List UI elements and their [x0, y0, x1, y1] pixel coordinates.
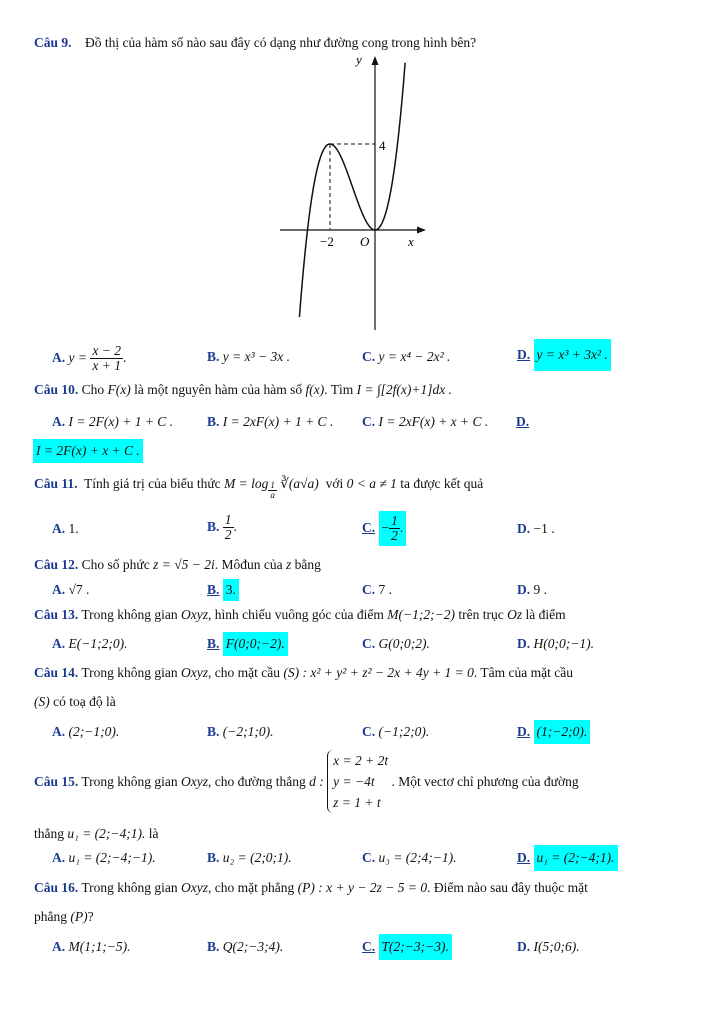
- math: (S): [34, 694, 50, 709]
- option-a[interactable]: [52, 724, 119, 740]
- option-c[interactable]: [362, 724, 429, 740]
- equation-y: y = −4t: [333, 774, 375, 789]
- question-16-stem-line2: [34, 909, 94, 925]
- option-d[interactable]: [517, 582, 547, 598]
- question-text: . Tâm của mặt cầu: [473, 665, 574, 680]
- math: (P): [70, 909, 88, 924]
- option-d-text: −1 .: [533, 521, 555, 536]
- math: z = √5 − 2i: [153, 557, 215, 572]
- line-equation-system: [327, 750, 388, 813]
- option-a[interactable]: [52, 344, 126, 373]
- option-c[interactable]: [362, 582, 392, 598]
- option-label: B.: [207, 724, 220, 739]
- option-label: A.: [52, 414, 66, 429]
- option-b-text: Q(2;−3;4).: [222, 939, 284, 954]
- option-label: A.: [52, 349, 66, 365]
- numerator: 1: [391, 513, 398, 528]
- x-axis-arrow: [417, 227, 426, 234]
- option-label: A.: [52, 724, 66, 739]
- option-d-text: y = x³ + 3x² .: [534, 339, 611, 371]
- option-b-text: I = 2xF(x) + 1 + C .: [222, 414, 334, 429]
- option-d-text: u₁ = (2;−4;1).: [534, 845, 618, 871]
- option-d-label-correct[interactable]: [516, 414, 529, 430]
- question-13-stem: [34, 607, 566, 623]
- question-text: . Một vectơ chỉ phương của đường: [391, 773, 579, 789]
- option-b-text: (−2;1;0).: [222, 724, 274, 739]
- x-axis-label: x: [408, 234, 414, 249]
- equation-x: x = 2 + 2t: [333, 753, 389, 768]
- option-label: B.: [207, 518, 220, 534]
- y-axis-arrow: [372, 56, 379, 65]
- question-number: Câu 13.: [34, 607, 79, 622]
- option-b[interactable]: [207, 513, 237, 542]
- option-label: D.: [516, 414, 530, 429]
- option-b-fraction: [223, 513, 234, 542]
- log-base-fraction: [268, 481, 277, 501]
- option-d-text: H(0;0;−1).: [533, 636, 594, 651]
- option-d[interactable]: [517, 939, 580, 955]
- option-label: D.: [517, 521, 531, 536]
- question-text: Trong không gian: [81, 607, 182, 622]
- math: Oxyz: [181, 607, 209, 622]
- question-text: Trong không gian: [81, 880, 182, 895]
- question-11-stem: [34, 476, 483, 500]
- option-c-highlight: [379, 511, 407, 546]
- question-text: . Tìm: [324, 382, 357, 397]
- option-d-correct[interactable]: [517, 845, 618, 871]
- option-label: B.: [207, 349, 220, 364]
- option-label: C.: [362, 519, 376, 535]
- option-c[interactable]: [362, 850, 457, 866]
- option-b-correct[interactable]: [207, 579, 239, 601]
- option-label: C.: [362, 939, 376, 954]
- option-c-text: 7 .: [378, 582, 392, 597]
- denominator: 2: [391, 528, 398, 544]
- option-b-text: 3.: [223, 579, 239, 601]
- question-text: trên trục: [454, 607, 508, 622]
- question-text: , hình chiếu vuông góc của điểm: [208, 607, 388, 622]
- math: M = log: [224, 476, 269, 491]
- option-b-text: u₂ = (2;0;1).: [222, 850, 292, 865]
- numerator: x − 2: [92, 343, 121, 358]
- question-text: Cho: [81, 382, 108, 397]
- question-14-stem: [34, 665, 573, 681]
- option-a[interactable]: [52, 850, 156, 866]
- tick-x-label: −2: [320, 234, 334, 249]
- y-axis-label: y: [356, 52, 362, 67]
- option-a-text: I = 2F(x) + 1 + C .: [68, 414, 174, 429]
- option-d[interactable]: [517, 636, 594, 652]
- option-a[interactable]: [52, 414, 173, 430]
- option-b[interactable]: [207, 349, 290, 365]
- option-label: D.: [517, 347, 531, 362]
- question-text: là một nguyên hàm của hàm số: [130, 382, 306, 397]
- denominator: 2: [224, 527, 232, 543]
- option-a[interactable]: [52, 636, 127, 652]
- question-text: ta được kết quả: [396, 476, 484, 491]
- option-b-suffix: .: [233, 518, 237, 534]
- question-text: là điểm: [522, 607, 566, 622]
- option-label: D.: [517, 582, 531, 597]
- option-d-correct[interactable]: [517, 720, 590, 744]
- denominator: x + 1: [92, 358, 121, 374]
- denominator: a: [270, 490, 275, 500]
- option-c-text: (−1;2;0).: [378, 724, 430, 739]
- question-12-stem: [34, 557, 321, 573]
- option-a-text: u₁ = (2;−4;−1).: [68, 850, 156, 865]
- math: d :: [309, 773, 324, 789]
- option-c-text: G(0;0;2).: [378, 636, 430, 651]
- option-b[interactable]: [207, 724, 273, 740]
- option-a-text: M(1;1;−5).: [68, 939, 131, 954]
- option-c-suffix: .: [399, 519, 404, 535]
- question-15-stem-line2: [34, 826, 159, 842]
- question-intro: [34, 774, 324, 790]
- question-text: phẳng: [34, 909, 71, 924]
- option-b-text: y = x³ − 3x .: [222, 349, 291, 364]
- option-label: C.: [362, 349, 376, 364]
- option-label: B.: [207, 414, 220, 429]
- math: Oxyz: [181, 880, 209, 895]
- math: z: [285, 557, 292, 572]
- math: 0 < a ≠ 1: [346, 476, 397, 491]
- option-c-correct[interactable]: [362, 934, 452, 960]
- option-c-text: y = x⁴ − 2x² .: [378, 349, 451, 364]
- option-a-text: E(−1;2;0).: [68, 636, 128, 651]
- question-text: bằng: [291, 557, 321, 572]
- question-10-stem: [34, 382, 452, 398]
- question-text: có toạ độ là: [49, 694, 116, 709]
- question-number: Câu 16.: [34, 880, 79, 895]
- option-d[interactable]: [517, 521, 555, 537]
- math: Oxyz: [181, 665, 209, 680]
- math: Oxyz: [181, 773, 209, 789]
- option-b[interactable]: [207, 850, 292, 866]
- question-text: Cho số phức: [81, 557, 154, 572]
- question-text: Đồ thị của hàm số nào sau đây có dạng như đường cong trong hình bên?: [85, 35, 477, 50]
- option-label: D.: [517, 636, 531, 651]
- option-label: A.: [52, 850, 66, 865]
- option-d-correct[interactable]: [33, 439, 143, 463]
- question-text: với: [325, 476, 347, 491]
- option-a-text: (2;−1;0).: [68, 724, 120, 739]
- question-text: , cho mặt cầu: [208, 665, 284, 680]
- option-label: B.: [207, 939, 220, 954]
- option-d-text: (1;−2;0).: [534, 720, 591, 744]
- question-text: . Môđun của: [214, 557, 286, 572]
- question-9-stem: [34, 35, 476, 51]
- option-c-text: I = 2xF(x) + x + C .: [378, 414, 489, 429]
- option-d-correct[interactable]: [517, 339, 611, 371]
- option-d-text: I = 2F(x) + x + C .: [33, 439, 143, 463]
- option-label: C.: [362, 582, 376, 597]
- option-a-text: √7 .: [68, 582, 90, 597]
- option-label: A.: [52, 582, 66, 597]
- question-number: Câu 14.: [34, 665, 79, 680]
- question-number: Câu 12.: [34, 557, 79, 572]
- question-text: Tính giá trị của biểu thức: [84, 476, 225, 491]
- option-label: B.: [207, 636, 220, 651]
- option-a[interactable]: [52, 939, 130, 955]
- question-14-stem-line2: [34, 694, 116, 710]
- option-d-text: 9 .: [533, 582, 547, 597]
- option-c[interactable]: [362, 636, 430, 652]
- math: ∛(a√a): [280, 476, 319, 491]
- option-b-correct[interactable]: [207, 632, 288, 656]
- option-b[interactable]: [207, 414, 333, 430]
- option-c[interactable]: [362, 414, 488, 430]
- option-label: D.: [517, 724, 531, 739]
- question-text: Trong không gian: [81, 665, 182, 680]
- question-text: . Điểm nào sau đây thuộc mặt: [427, 880, 588, 895]
- option-c-text: T(2;−3;−3).: [379, 934, 452, 960]
- question-15-stem: [34, 750, 579, 813]
- math: M(−1;2;−2): [387, 607, 455, 622]
- math: u₁ = (2;−4;1).: [67, 826, 146, 841]
- math: Oz: [507, 607, 523, 622]
- option-c-correct[interactable]: [362, 511, 406, 546]
- math: f(x): [305, 382, 325, 397]
- option-label: B.: [207, 582, 220, 597]
- question-text: , cho đường thẳng: [208, 773, 310, 789]
- question-text: là: [145, 826, 159, 841]
- origin-label: O: [360, 234, 370, 249]
- question-number: Câu 10.: [34, 382, 79, 397]
- option-label: B.: [207, 850, 220, 865]
- numerator: 1: [224, 512, 232, 527]
- option-label: C.: [362, 636, 376, 651]
- question-number: Câu 9.: [34, 35, 72, 50]
- question-number: Câu 15.: [34, 773, 79, 789]
- tick-y-label: 4: [379, 138, 386, 153]
- question-text: thẳng: [34, 826, 68, 841]
- option-d-text: I(5;0;6).: [533, 939, 580, 954]
- option-label: D.: [517, 850, 531, 865]
- function-graph: [280, 52, 430, 337]
- question-text: ?: [87, 909, 94, 924]
- question-16-stem: [34, 880, 588, 896]
- option-a-fraction: [90, 344, 123, 373]
- curve: [299, 63, 405, 317]
- question-text: , cho mặt phẳng: [208, 880, 298, 895]
- option-c-fraction: [389, 514, 400, 543]
- option-c-text: u₃ = (2;4;−1).: [378, 850, 457, 865]
- question-number: Câu 11.: [34, 476, 78, 491]
- option-c[interactable]: [362, 349, 450, 365]
- option-label: C.: [362, 850, 376, 865]
- math: I = ∫[2f(x)+1]dx .: [356, 382, 453, 397]
- sign: −: [381, 519, 390, 535]
- option-label: C.: [362, 414, 376, 429]
- option-a-prefix: y =: [68, 349, 91, 365]
- option-label: A.: [52, 939, 66, 954]
- math: F(x): [107, 382, 131, 397]
- question-text: Trong không gian: [81, 773, 182, 789]
- equation-z: z = 1 + t: [333, 795, 381, 810]
- option-b[interactable]: [207, 939, 283, 955]
- option-a[interactable]: [52, 521, 79, 537]
- option-b-text: F(0;0;−2).: [223, 632, 288, 656]
- math: (S) : x² + y² + z² − 2x + 4y + 1 = 0: [283, 665, 474, 680]
- option-a[interactable]: [52, 582, 89, 598]
- option-label: A.: [52, 636, 66, 651]
- option-a-suffix: .: [122, 349, 127, 365]
- math: (P) : x + y − 2z − 5 = 0: [297, 880, 428, 895]
- option-label: A.: [52, 521, 66, 536]
- option-a-text: 1.: [68, 521, 79, 536]
- numerator: 1: [270, 479, 275, 490]
- option-label: C.: [362, 724, 376, 739]
- option-label: D.: [517, 939, 531, 954]
